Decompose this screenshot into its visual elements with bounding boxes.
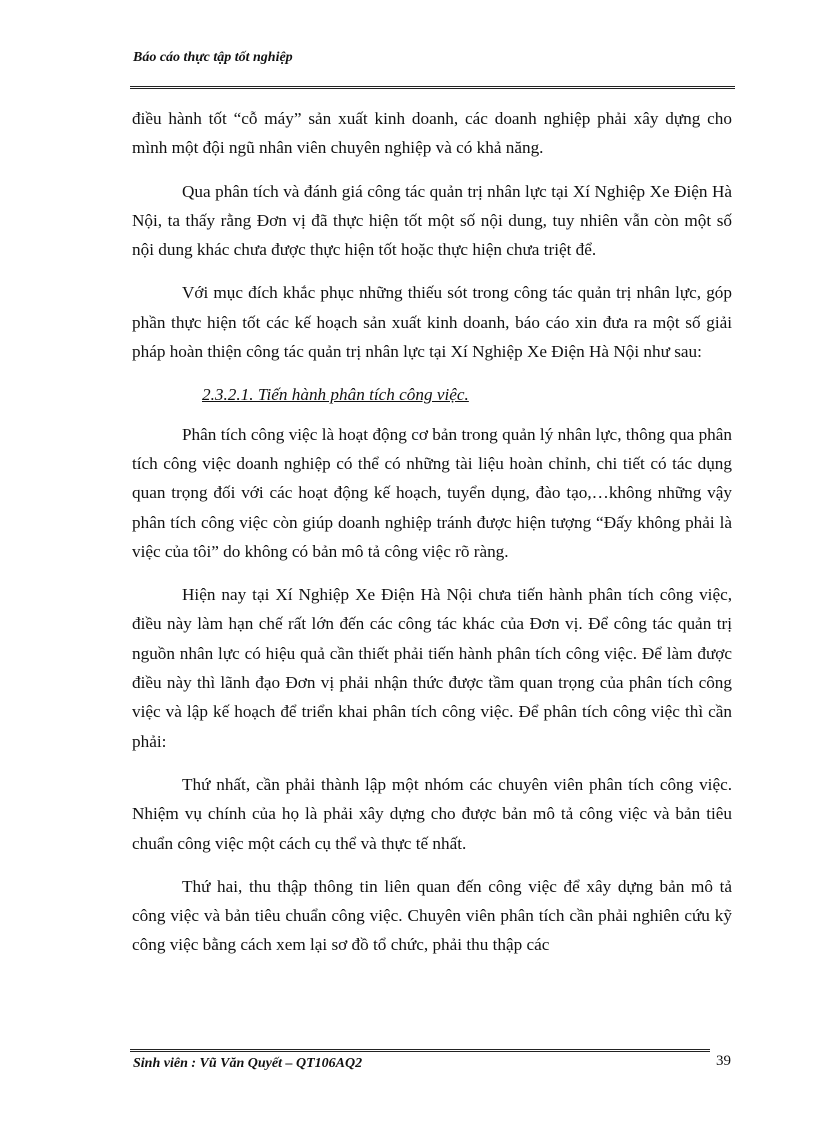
paragraph-3: Với mục đích khắc phục những thiếu sót trong công tác quản trị nhân lực, góp phần thực hiện tốt các kế hoạch sản xuất kinh doanh, báo cáo xin đưa ra một số giải pháp hoàn thiện công tác quản trị nhân lực tại Xí Nghiệp Xe Điện Hà Nội như sau: [132, 283, 732, 362]
paragraph-4: Phân tích công việc là hoạt động cơ bản trong quản lý nhân lực, thông qua phân tích công việc doanh nghiệp có thể có những tài liệu hoàn chỉnh, chi tiết có tác dụng quan trọng đối với các hoạt động kế hoạch, tuyển dụng, đào tạo,…không những vậy phân tích công việc còn giúp doanh nghiệp tránh được hiện tượng “Đấy không phải là việc của tôi” do không có bản mô tả công việc rõ ràng. [132, 424, 732, 561]
header-title: Báo cáo thực tập tốt nghiệp [133, 50, 293, 65]
paragraph-7: Thứ hai, thu thập thông tin liên quan đến công việc để xây dựng bản mô tả công việc và bản tiêu chuẩn công việc. Chuyên viên phân tích cần phải nghiên cứu kỹ công việc bằng cách xem lại sơ đồ tổ chức, phải thu thập các [132, 876, 732, 955]
page-content [132, 104, 732, 974]
paragraph-5: Hiện nay tại Xí Nghiệp Xe Điện Hà Nội chưa tiến hành phân tích công việc, điều này làm hạn chế rất lớn đến các công tác khác của Đơn vị. Để công tác quản trị nguồn nhân lực có hiệu quả cần thiết phải tiến hành phân tích công việc. Để làm được điều này thì lãnh đạo Đơn vị phải nhận thức được tầm quan trọng của phân tích công việc và lập kế hoạch để triển khai phân tích công việc. Để phân tích công việc thì cần phải: [132, 585, 732, 751]
paragraph-1: điều hành tốt “cỗ máy” sản xuất kinh doanh, các doanh nghiệp phải xây dựng cho mình một đội ngũ nhân viên chuyên nghiệp và có khả năng. [132, 109, 732, 158]
footer-rule [130, 1049, 710, 1052]
page-number: 39 [716, 1053, 731, 1069]
header-rule [130, 86, 735, 89]
footer-student: Sinh viên : Vũ Văn Quyết – QT106AQ2 [133, 1056, 363, 1071]
paragraph-6: Thứ nhất, cần phải thành lập một nhóm các chuyên viên phân tích công việc. Nhiệm vụ chính của họ là phải xây dựng cho được bản mô tả công việc và bản tiêu chuẩn công việc một cách cụ thể và thực tế nhất. [132, 774, 732, 853]
paragraph-2: Qua phân tích và đánh giá công tác quản trị nhân lực tại Xí Nghiệp Xe Điện Hà Nội, ta thấy rằng Đơn vị đã thực hiện tốt một số nội dung, tuy nhiên vẫn còn một số nội dung khác chưa được thực hiện tốt hoặc thực hiện chưa triệt để. [132, 181, 732, 260]
section-subheading: 2.3.2.1. Tiến hành phân tích công việc. [202, 385, 469, 405]
